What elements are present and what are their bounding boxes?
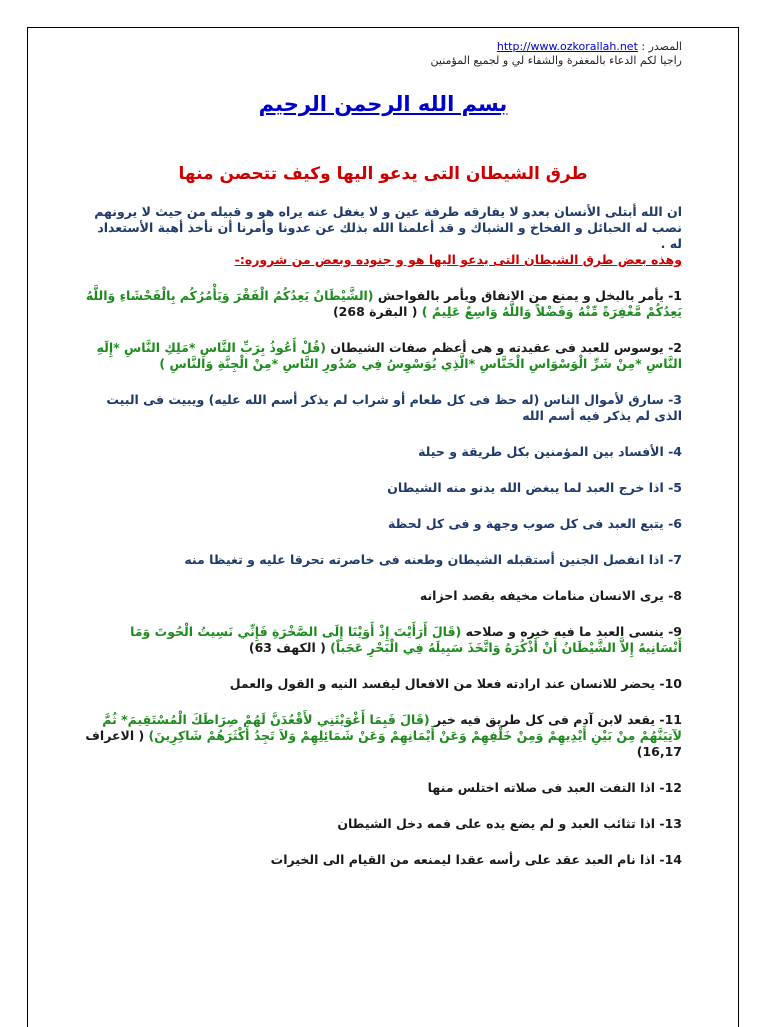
quran-quote: (قَالَ فَبِمَا أَغْوَيْتَنِي لأَقْعُدَنَّ لَهُمْ صِرَاطَكَ الْمُسْتَقِيمَ* ثُمَّ لآتِيَنَّهُمْ مِنْ بَيْنِ أَيْدِيهِمْ وَمِنْ خَلْفِهِمْ وَعَنْ أَيْمَانِهِمْ وَعَنْ شَمَائِلِهِمْ وَلاَ تَجِدُ أَكْثَرَهُمْ شَاكِرِينَ)	[102, 712, 682, 743]
list-item: 12- اذا التفت العبد فى صلاته اختلس منها	[427, 780, 682, 795]
list-item: 5- اذا خرج العبد لما يبغض الله يدنو منه الشيطان	[387, 480, 682, 495]
list-item: 11- يقعد لابن آدم فى كل طريق فيه خير (قَالَ فَبِمَا أَغْوَيْتَنِي لأَقْعُدَنَّ لَهُمْ صِرَاطَكَ الْمُسْتَقِيمَ* ثُمَّ لآتِيَنَّهُمْ مِنْ بَيْنِ أَيْدِيهِمْ وَمِنْ خَلْفِهِمْ وَعَنْ أَيْمَانِهِمْ وَعَنْ شَمَائِلِهِمْ وَلاَ تَجِدُ أَكْثَرَهُمْ شَاكِرِينَ) ( الاعراف 16,17)	[85, 712, 682, 759]
list-item: 2- يوسوس للعبد فى عقيدته و هى أعظم صفات الشيطان (قُلْ أَعُوذُ بِرَبِّ النَّاسِ *مَلِكِ النَّاسِ *إِلَهِ النَّاسِ *مِنْ شَرِّ الْوَسْوَاسِ الْخَنَّاسِ *الَّذِي يُوَسْوِسُ فِي صُدُورِ النَّاسِ *مِنْ الْجِنَّةِ وَالنَّاسِ )	[96, 340, 682, 371]
source-line	[84, 40, 682, 54]
quran-quote: (الشَّيْطَانُ يَعِدُكُمُ الْفَقْرَ وَيَأْمُرُكُم بِالْفَحْشَاءِ وَاللَّهُ يَعِدُكُمْ مَّغْفِرَةً مِّنْهُ وَفَضْلاً وَاللَّهُ وَاسِعٌ عَلِيمٌ )	[85, 288, 682, 319]
intro-paragraph: ان الله أبتلى الأنسان بعدو لا يفارقه طرفة عين و لا يغفل عنه يراه هو و قبيله من حيث لا يرونهم نصب له الحبائل و الفخاخ و الشباك و قد أعلمنا الله بذلك عن عدونا وأمرنا أن نأخذ أهبة الأستعداد له .	[94, 204, 682, 251]
quran-quote: (قُلْ أَعُوذُ بِرَبِّ النَّاسِ *مَلِكِ النَّاسِ *إِلَهِ النَّاسِ *مِنْ شَرِّ الْوَسْوَاسِ الْخَنَّاسِ *الَّذِي يُوَسْوِسُ فِي صُدُورِ النَّاسِ *مِنْ الْجِنَّةِ وَالنَّاسِ )	[96, 340, 682, 371]
list-item: 9- ينسى العبد ما فيه خيره و صلاحه (قَالَ أَرَأَيْتَ إِذْ أَوَيْنَا إِلَى الصَّخْرَةِ فَإِنِّي نَسِيتُ الْحُوتَ وَمَا أَنْسَانِيهُ إِلاَّ الشَّيْطَانُ أَنْ أَذْكُرَهُ وَاتَّخَذَ سَبِيلَهُ فِي الْبَحْرِ عَجَباً) ( الكهف 63)	[130, 624, 682, 655]
document-title: طرق الشيطان التى يدعو اليها وكيف تتحصن منها	[178, 164, 588, 184]
list-item: 3- سارق لأموال الناس (له حظ فى كل طعام أو شراب لم يذكر أسم الله عليه) ويبيت فى البيت الذى لم يذكر فيه أسم الله	[106, 392, 682, 423]
list-item: 8- يرى الانسان منامات مخيفه بقصد احزانه	[419, 588, 682, 603]
source-label: المصدر :	[641, 40, 682, 53]
list-item: 7- اذا انفصل الجنين أستقبله الشيطان وطعنه فى خاصرته تحرقا عليه و تغيظا منه	[184, 552, 682, 567]
list-item: 4- الأفساد بين المؤمنين بكل طريقة و حيلة	[418, 444, 682, 459]
list-item: 14- اذا نام العبد عقد على رأسه عقدا ليمنعه من القيام الى الخيرات	[270, 852, 682, 867]
list-item: 1- يأمر بالبخل و يمنع من الانفاق ويأمر بالفواحش (الشَّيْطَانُ يَعِدُكُمُ الْفَقْرَ وَيَأْمُرُكُم بِالْفَحْشَاءِ وَاللَّهُ يَعِدُكُمْ مَّغْفِرَةً مِّنْهُ وَفَضْلاً وَاللَّهُ وَاسِعٌ عَلِيمٌ ) ( البقرة 268)	[85, 288, 682, 319]
intro-red-line: وهذه بعض طرق الشيطان التى يدعو اليها هو و جنوده وبعض من شروره:-	[234, 252, 682, 267]
source-link[interactable]: http://www.ozkorallah.net	[496, 40, 638, 53]
document-page	[27, 27, 739, 1027]
prayer-line: راجيا لكم الدعاء بالمغفرة والشفاء لي و لجميع المؤمنين	[430, 54, 682, 67]
list-item: 6- يتبع العبد فى كل صوب وجهة و فى كل لحظة	[387, 516, 682, 531]
document-content	[84, 40, 682, 868]
list-item: 13- اذا تثائب العبد و لم يضع يده على فمه دخل الشيطان	[337, 816, 682, 831]
list-item: 10- يحضر للانسان عند ارادته فعلا من الافعال ليفسد النيه و القول والعمل	[229, 676, 682, 691]
basmala-heading: بسم الله الرحمن الرحيم	[258, 92, 508, 116]
quran-quote: (قَالَ أَرَأَيْتَ إِذْ أَوَيْنَا إِلَى الصَّخْرَةِ فَإِنِّي نَسِيتُ الْحُوتَ وَمَا أَنْسَانِيهُ إِلاَّ الشَّيْطَانُ أَنْ أَذْكُرَهُ وَاتَّخَذَ سَبِيلَهُ فِي الْبَحْرِ عَجَباً)	[130, 624, 682, 655]
